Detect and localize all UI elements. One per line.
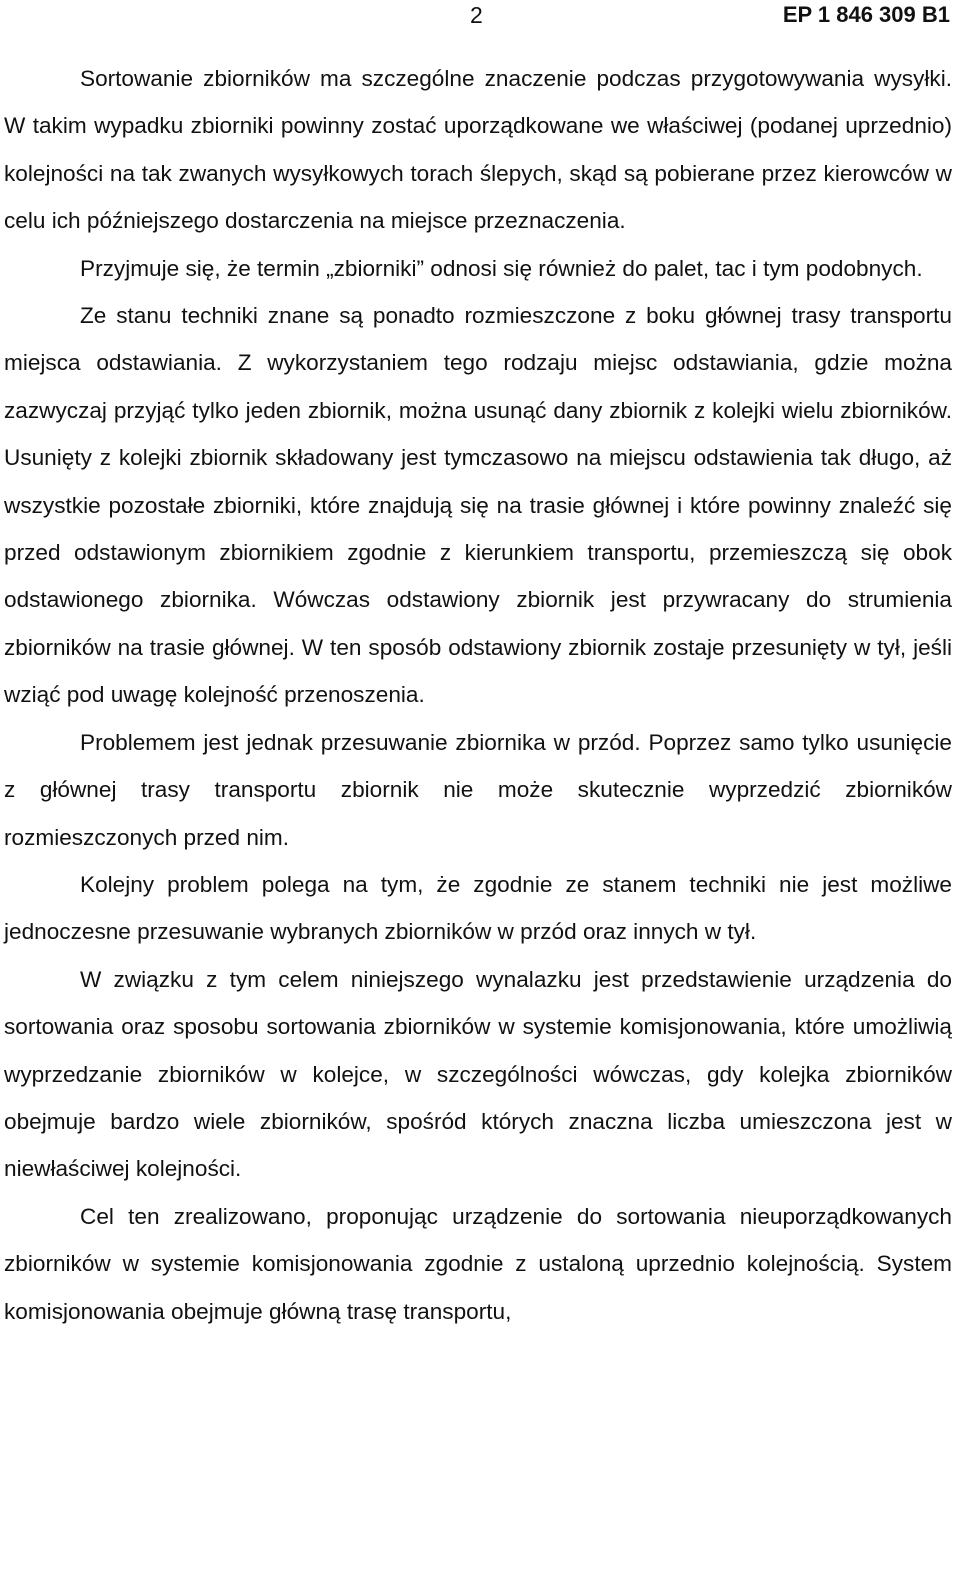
paragraph-3: Ze stanu techniki znane są ponadto rozmieszczone z boku głównej trasy transportu miejsca odstawiania. Z wykorzystaniem tego rodzaju miejsc odstawiania, gdzie można zazwyczaj przyjąć tylko jeden zbiornik, można usunąć dany zbiornik z kolejki wielu zbiorników. Usunięty z kolejki zbiornik składowany jest tymczasowo na miejscu odstawienia tak długo, aż wszystkie pozostałe zbiorniki, które znajdują się na trasie głównej i które powinny znaleźć się przed odstawionym zbiornikiem zgodnie z kierunkiem transportu, przemieszczą się obok odstawionego zbiornika. Wówczas odstawiony zbiornik jest przywracany do strumienia zbiorników na trasie głównej. W ten sposób odstawiony zbiornik zostaje przesunięty w tył, jeśli wziąć pod uwagę kolejność przenoszenia.: [4, 303, 952, 708]
patent-number: EP 1 846 309 B1: [782, 2, 950, 27]
paragraph-5: Kolejny problem polega na tym, że zgodnie ze stanem techniki nie jest możliwe jednoczesne przesuwanie wybranych zbiorników w przód oraz innych w tył.: [4, 871, 952, 945]
page-header: [0, 0, 960, 36]
page-number: 2: [470, 2, 483, 28]
paragraph-1: Sortowanie zbiorników ma szczególne znaczenie podczas przygotowywania wysyłki. W takim wypadku zbiorniki powinny zostać uporządkowane we właściwej (podanej uprzednio) kolejności na tak zwanych wysyłkowych torach ślepych, skąd są pobierane przez kierowców w celu ich późniejszego dostarczenia na miejsce przeznaczenia.: [4, 66, 952, 234]
paragraph-7: Cel ten zrealizowano, proponując urządzenie do sortowania nieuporządkowanych zbiorników w systemie komisjonowania zgodnie z ustaloną uprzednio kolejnością. System komisjonowania obejmuje główną trasę transportu,: [4, 1203, 952, 1324]
paragraph-2: Przyjmuje się, że termin „zbiorniki” odnosi się również do palet, tac i tym podobnych.: [80, 255, 923, 281]
paragraph-6: W związku z tym celem niniejszego wynalazku jest przedstawienie urządzenia do sortowania oraz sposobu sortowania zbiorników w systemie komisjonowania, które umożliwią wyprzedzanie zbiorników w kolejce, w szczególności wówczas, gdy kolejka zbiorników obejmuje bardzo wiele zbiorników, spośród których znaczna liczba umieszczona jest w niewłaściwej kolejności.: [4, 966, 952, 1182]
document-body: [4, 55, 952, 1335]
paragraph-4: Problemem jest jednak przesuwanie zbiornika w przód. Poprzez samo tylko usunięcie z głównej trasy transportu zbiornik nie może skutecznie wyprzedzić zbiorników rozmieszczonych przed nim.: [4, 729, 952, 850]
